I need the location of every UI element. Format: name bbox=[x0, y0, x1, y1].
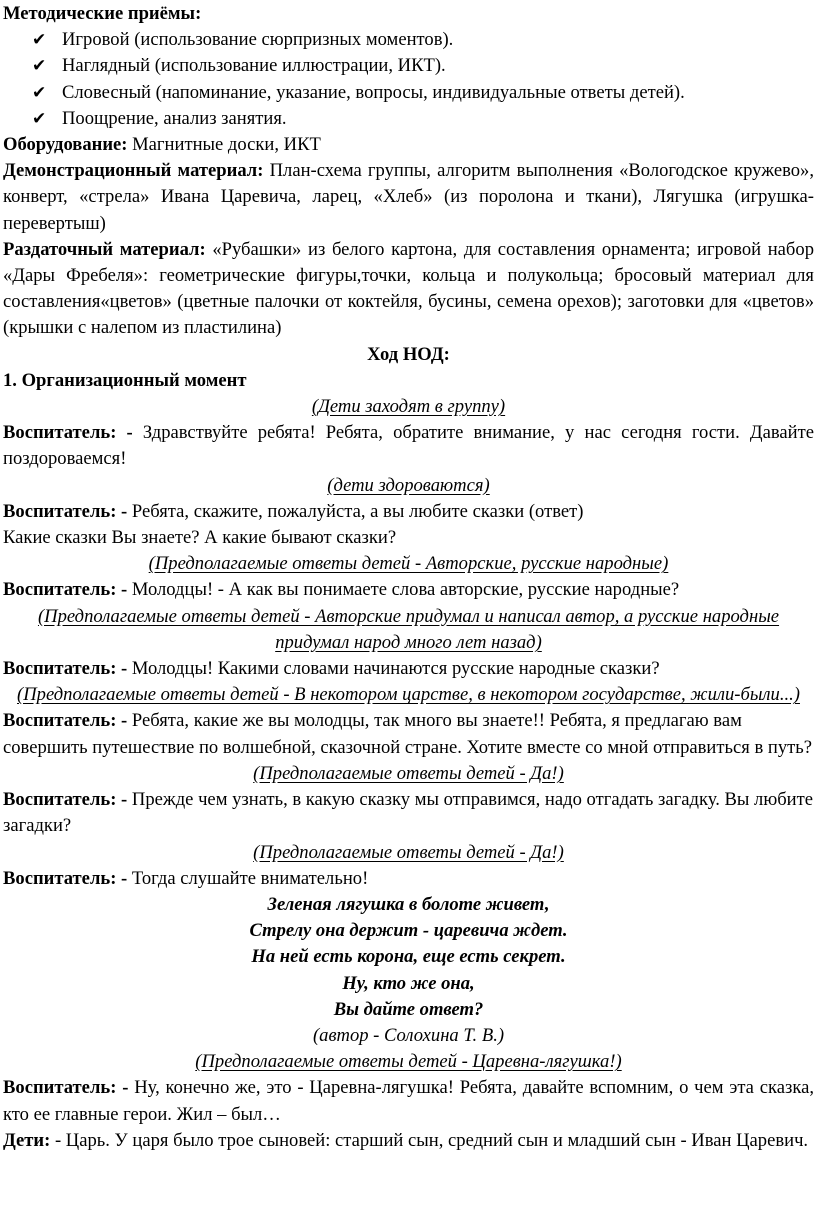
speech-text: Ребята, скажите, пожалуйста, а вы любите сказки (ответ) bbox=[127, 500, 584, 522]
demo-label: Демонстрационный материал: bbox=[3, 160, 264, 182]
speech-text: Тогда слушайте внимательно! bbox=[127, 867, 369, 889]
handout-text: «Рубашки» из белого картона, для составления орнамента; игровой набор «Дары Фребеля»: геометрические фигуры,точки, кольца и полукольца; бросовый материал для составления«цветов» (цветные палочки от коктейля, бусины, семена орехов); заготовки для «цветов» (крышки с налепом из пластилина) bbox=[3, 238, 814, 339]
stage-direction: (Дети заходят в группу) bbox=[311, 396, 506, 418]
stage-direction: (дети здороваются) bbox=[327, 474, 490, 496]
methods-heading: Методические приёмы: bbox=[3, 3, 202, 24]
teacher-line bbox=[3, 787, 814, 839]
list-item-text: Наглядный (использование иллюстрации, ИКТ). bbox=[62, 55, 446, 77]
demo-paragraph bbox=[3, 158, 814, 237]
teacher-line bbox=[3, 656, 814, 682]
teacher-line bbox=[3, 420, 814, 472]
speaker-label: Дети: bbox=[3, 1129, 51, 1151]
speaker-label: Воспитатель: - bbox=[3, 710, 128, 732]
speech-text: Ну, конечно же, это - Царевна-лягушка! Ребята, давайте вспомним, о чем эта сказка, кто ее главные герои. Жил – был… bbox=[3, 1077, 814, 1125]
speaker-label: Воспитатель: - bbox=[3, 500, 128, 522]
equipment-text: Магнитные доски, ИКТ bbox=[127, 134, 321, 156]
checkmark-icon: ✔ bbox=[32, 82, 47, 102]
handout-paragraph bbox=[3, 237, 814, 342]
riddle-line: На ней есть корона, еще есть секрет. bbox=[251, 946, 566, 968]
riddle-line: Стрелу она держит - царевича ждет. bbox=[249, 920, 568, 942]
list-item-text: Поощрение, анализ занятия. bbox=[62, 107, 287, 129]
checkmark-icon: ✔ bbox=[32, 108, 47, 128]
speech-text: - Царь. У царя было трое сыновей: старший сын, средний сын и младший сын - Иван Царевич. bbox=[50, 1129, 809, 1151]
teacher-line bbox=[3, 1075, 814, 1127]
list-item bbox=[3, 53, 814, 79]
teacher-line bbox=[3, 577, 814, 603]
expected-answer: (Предполагаемые ответы детей - В некотором царстве, в некотором государстве, жили-были...) bbox=[17, 684, 800, 706]
checkmark-icon: ✔ bbox=[32, 30, 47, 50]
expected-answer: (Предполагаемые ответы детей - Авторские, русские народные) bbox=[148, 553, 669, 575]
list-item-text: Словесный (напоминание, указание, вопросы, индивидуальные ответы детей). bbox=[62, 81, 685, 103]
speaker-label: Воспитатель: - bbox=[3, 1077, 129, 1099]
speech-text: Молодцы! Какими словами начинаются русские народные сказки? bbox=[127, 658, 660, 680]
teacher-line bbox=[3, 866, 814, 892]
demo-text: План-схема группы, алгоритм выполнения «Вологодское кружево», конверт, «стрела» Ивана Царевича, ларец, «Хлеб» (из поролона и ткани), Лягушка (игрушка- перевертыш) bbox=[3, 160, 814, 234]
handout-label: Раздаточный материал: bbox=[3, 238, 206, 260]
list-item-text: Игровой (использование сюрпризных моментов). bbox=[62, 29, 454, 51]
speech-text: Молодцы! - А как вы понимаете слова авторские, русские народные? bbox=[127, 579, 680, 601]
speaker-label: Воспитатель: - bbox=[3, 789, 128, 811]
teacher-line bbox=[3, 708, 814, 760]
riddle-line: Зеленая лягушка в болоте живет, bbox=[267, 893, 550, 915]
speaker-label: Воспитатель: - bbox=[3, 422, 133, 444]
course-title: Ход НОД: bbox=[367, 343, 450, 365]
expected-answer: (Предполагаемые ответы детей - Да!) bbox=[253, 762, 564, 784]
riddle-line: Вы дайте ответ? bbox=[333, 998, 484, 1020]
list-item bbox=[3, 106, 814, 132]
speech-text: Ребята, какие же вы молодцы, так много вы знаете!! Ребята, я предлагаю вам совершить путешествие по волшебной, сказочной стране. Хотите вместе со мной отправиться в путь? bbox=[3, 710, 812, 758]
speech-text: Прежде чем узнать, в какую сказку мы отправимся, надо отгадать загадку. Вы любите загадки? bbox=[3, 789, 814, 837]
equipment-label: Оборудование: bbox=[3, 134, 128, 156]
expected-answer: (Предполагаемые ответы детей - Царевна-лягушка!) bbox=[195, 1051, 622, 1073]
speech-text: Здравствуйте ребята! Ребята, обратите внимание, у нас сегодня гости. Давайте поздороваемся! bbox=[3, 422, 814, 470]
speaker-label: Воспитатель: - bbox=[3, 579, 128, 601]
expected-answer: (Предполагаемые ответы детей - Авторские придумал и написал автор, а русские народные придумал народ много лет назад) bbox=[37, 605, 780, 653]
speaker-label: Воспитатель: - bbox=[3, 658, 128, 680]
teacher-line bbox=[3, 499, 814, 525]
list-item bbox=[3, 27, 814, 53]
riddle-author: (автор - Солохина Т. В.) bbox=[312, 1024, 505, 1046]
methods-list bbox=[3, 27, 814, 132]
section-heading: 1. Организационный момент bbox=[3, 369, 247, 391]
riddle-line: Ну, кто же она, bbox=[342, 972, 475, 994]
expected-answer: (Предполагаемые ответы детей - Да!) bbox=[253, 841, 564, 863]
children-line bbox=[3, 1128, 814, 1154]
list-item bbox=[3, 80, 814, 106]
speaker-label: Воспитатель: - bbox=[3, 867, 128, 889]
checkmark-icon: ✔ bbox=[32, 56, 47, 76]
equipment-paragraph bbox=[3, 132, 814, 158]
teacher-line-continued: Какие сказки Вы знаете? А какие бывают сказки? bbox=[3, 527, 397, 549]
